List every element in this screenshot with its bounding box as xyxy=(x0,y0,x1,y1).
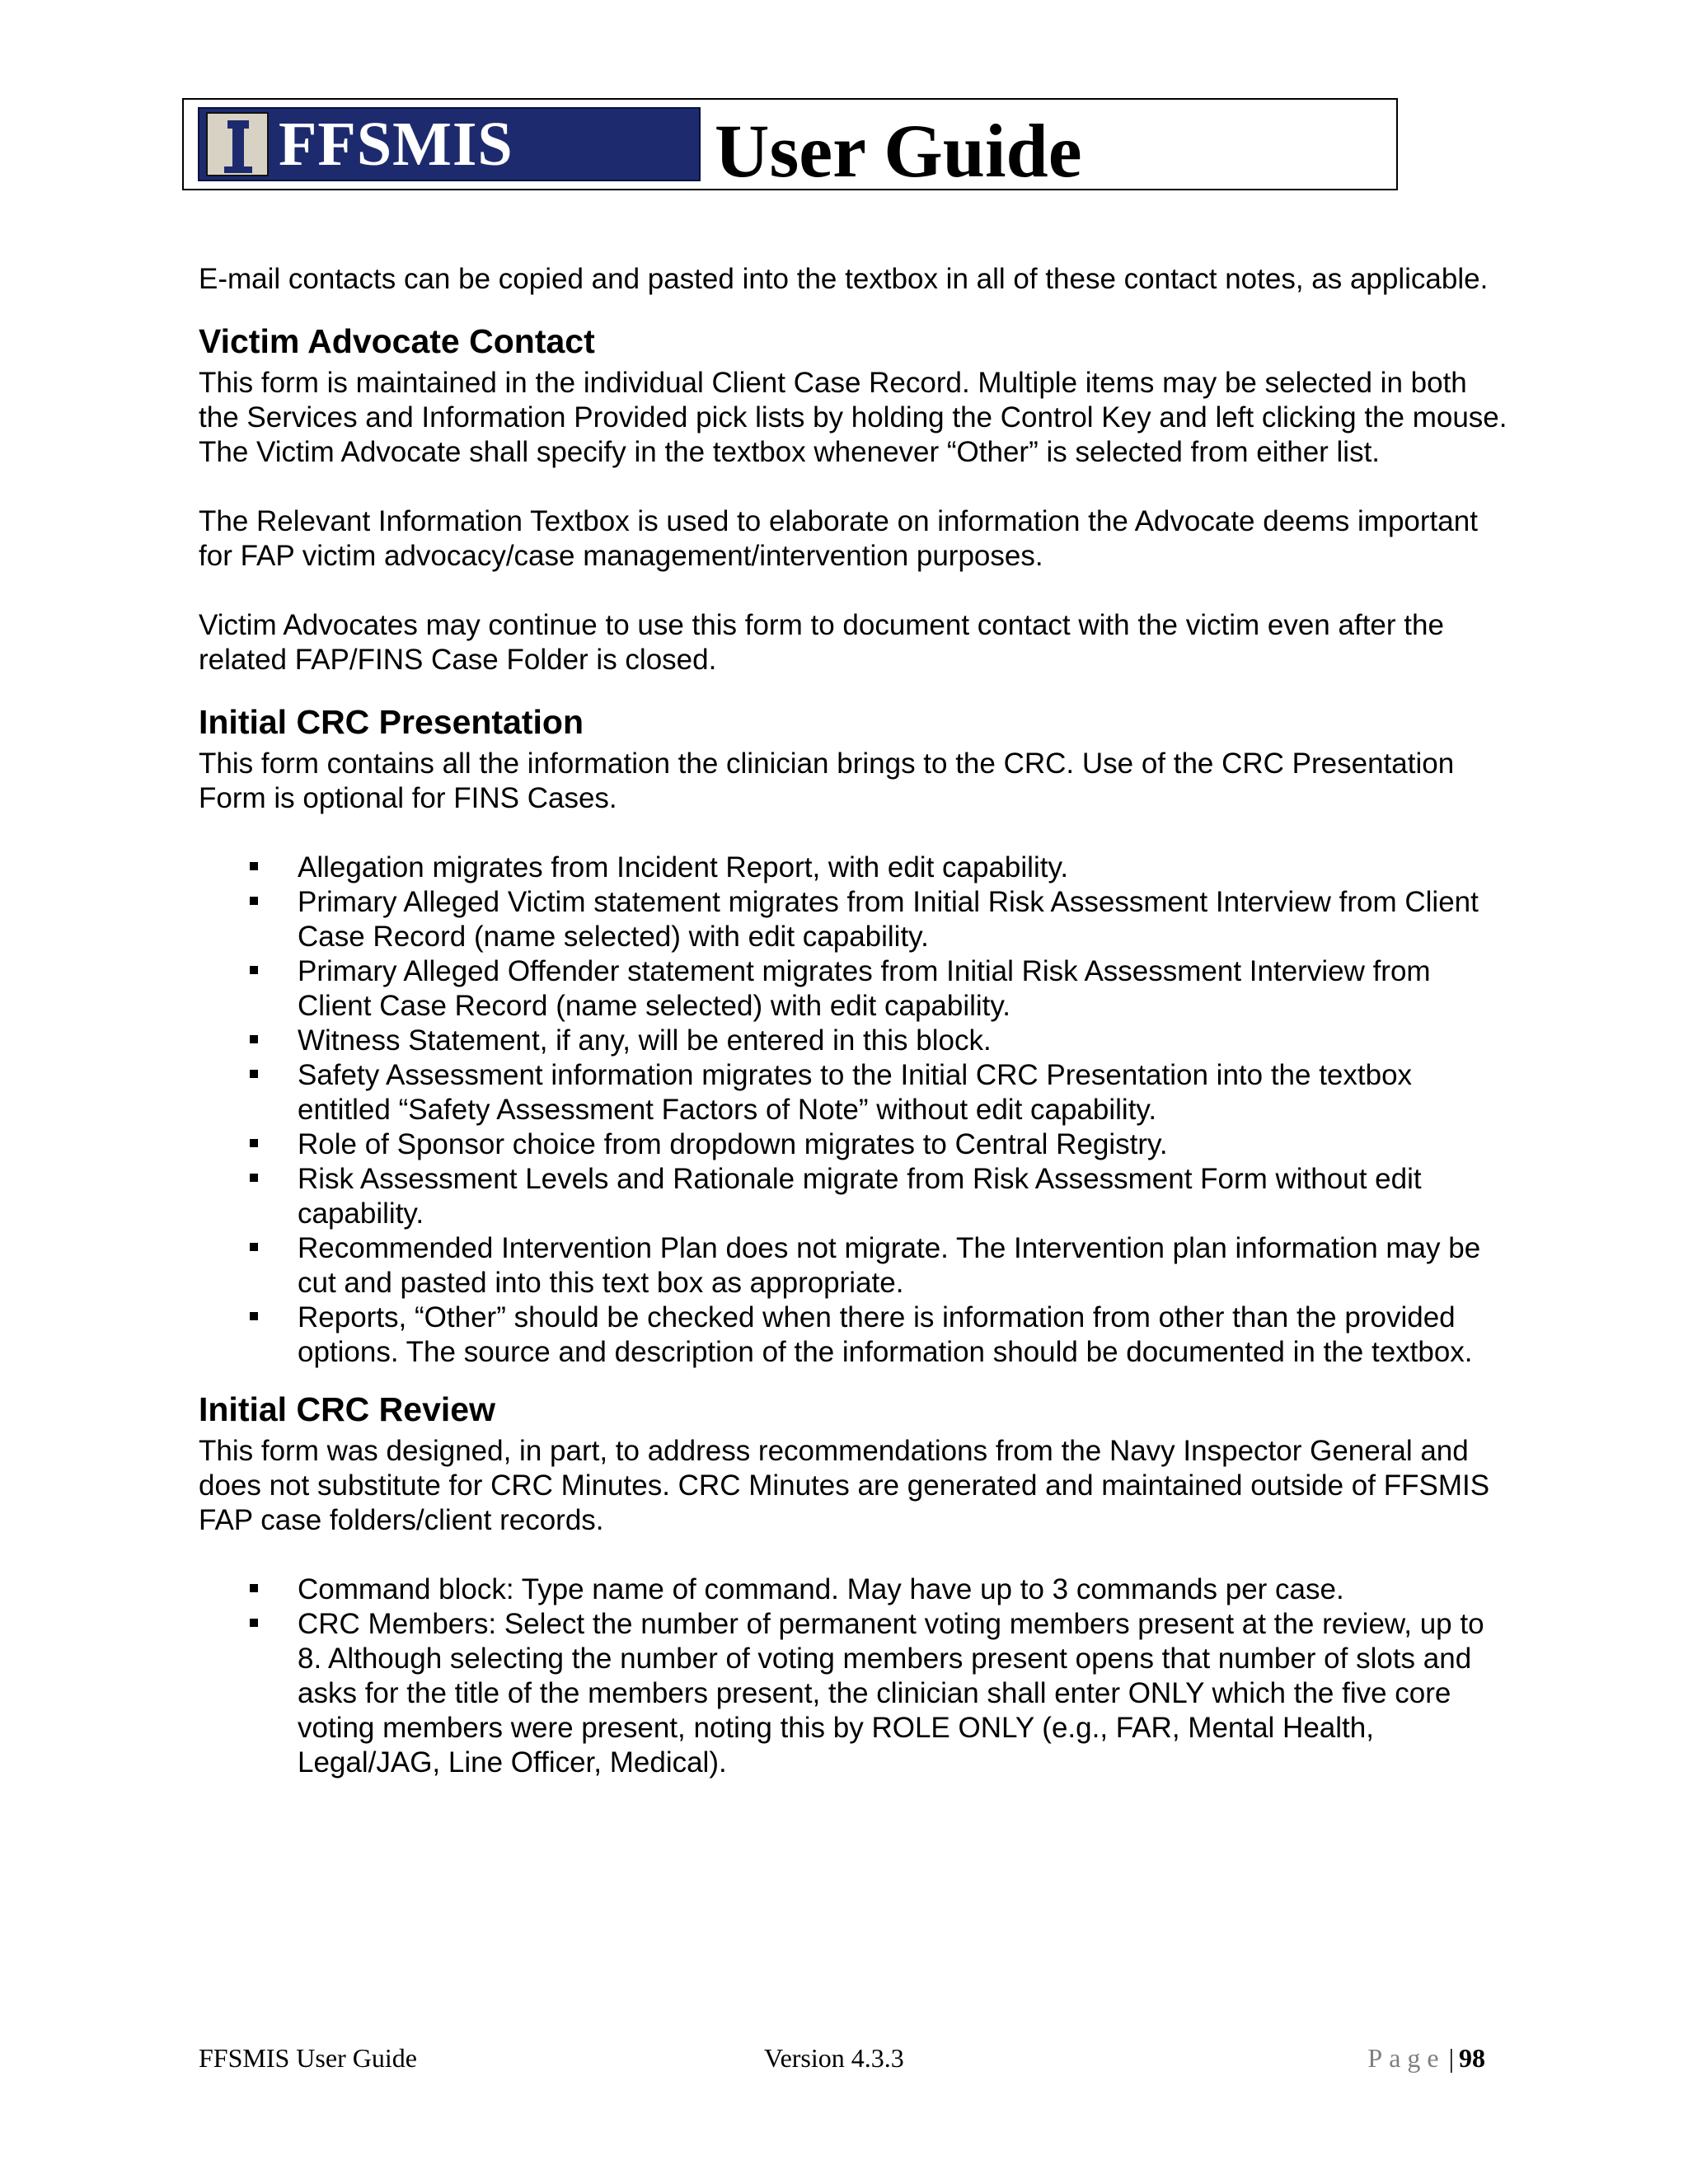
paragraph: The Relevant Information Textbox is used to elaborate on information the Advocate deems important for FAP victim advocacy/case management/intervention purposes. xyxy=(199,505,1478,572)
page-footer xyxy=(199,2041,1485,2075)
section-heading: Victim Advocate Contact xyxy=(199,322,595,360)
section-initial-crc-presentation xyxy=(199,701,1509,1370)
list-item: Primary Alleged Victim statement migrates from Initial Risk Assessment Interview from Client Case Record (name selected) with edit capability. xyxy=(199,885,1509,954)
square-bullet-icon xyxy=(250,897,258,905)
list-item: Primary Alleged Offender statement migrates from Initial Risk Assessment Interview from Client Case Record (name selected) with edit capability. xyxy=(199,954,1509,1024)
list-item: Recommended Intervention Plan does not migrate. The Intervention plan information may be cut and pasted into this text box as appropriate. xyxy=(199,1231,1509,1301)
section-victim-advocate-contact xyxy=(199,320,1509,677)
footer-page-number: 98 xyxy=(1459,2043,1485,2073)
paragraph: This form contains all the information the clinician brings to the CRC. Use of the CRC Presentation Form is optional for FINS Cases. xyxy=(199,748,1455,814)
document-body xyxy=(199,262,1509,1798)
paragraph: Victim Advocates may continue to use this form to document contact with the victim even after the related FAP/FINS Case Folder is closed. xyxy=(199,609,1444,676)
square-bullet-icon xyxy=(250,1243,258,1251)
section-heading: Initial CRC Review xyxy=(199,1390,495,1428)
list-item: Witness Statement, if any, will be entered in this block. xyxy=(199,1024,1509,1058)
logo-text: FFSMIS xyxy=(279,110,513,179)
page-header xyxy=(182,98,1398,193)
square-bullet-icon xyxy=(250,1139,258,1147)
list-item: Risk Assessment Levels and Rationale migrate from Risk Assessment Form without edit capability. xyxy=(199,1162,1509,1231)
header-title: User Guide xyxy=(715,109,1082,193)
ffsmis-logo xyxy=(198,107,701,181)
bullet-list xyxy=(199,851,1509,1370)
square-bullet-icon xyxy=(250,966,258,974)
list-item: Allegation migrates from Incident Report, with edit capability. xyxy=(199,851,1509,885)
section-initial-crc-review xyxy=(199,1388,1509,1780)
list-item: Safety Assessment information migrates to the Initial CRC Presentation into the textbox entitled “Safety Assessment Factors of Note” without edit capability. xyxy=(199,1058,1509,1127)
list-item: CRC Members: Select the number of permanent voting members present at the review, up to 8. Although selecting the number of voting members present opens that number of slots and asks for the title of the members present, the clinician shall enter ONLY which the five core voting members were present, noting this by ROLE ONLY (e.g., FAR, Mental Health, Legal/JAG, Line Officer, Medical). xyxy=(199,1607,1509,1780)
paragraph: This form was designed, in part, to address recommendations from the Navy Inspector General and does not substitute for CRC Minutes. CRC Minutes are generated and maintained outside of FFSMIS FAP case folders/client records. xyxy=(199,1435,1490,1536)
column-icon xyxy=(206,112,269,176)
square-bullet-icon xyxy=(250,1174,258,1182)
square-bullet-icon xyxy=(250,1312,258,1320)
square-bullet-icon xyxy=(250,1619,258,1627)
footer-version: Version 4.3.3 xyxy=(764,2043,904,2073)
footer-separator: | xyxy=(1448,2043,1454,2073)
footer-page-info xyxy=(1367,2041,1485,2075)
square-bullet-icon xyxy=(250,1070,258,1078)
intro-paragraph: E-mail contacts can be copied and pasted into the textbox in all of these contact notes, as applicable. xyxy=(199,263,1489,295)
square-bullet-icon xyxy=(250,1584,258,1592)
bullet-list xyxy=(199,1572,1509,1780)
paragraph: This form is maintained in the individual Client Case Record. Multiple items may be selected in both the Services and Information Provided pick lists by holding the Control Key and left clicking the mouse. The Victim Advocate shall specify in the textbox whenever “Other” is selected from either list. xyxy=(199,367,1507,468)
list-item: Command block: Type name of command. May have up to 3 commands per case. xyxy=(199,1572,1509,1607)
footer-page-label: Page xyxy=(1367,2043,1446,2073)
list-item: Role of Sponsor choice from dropdown migrates to Central Registry. xyxy=(199,1127,1509,1162)
square-bullet-icon xyxy=(250,862,258,870)
section-heading: Initial CRC Presentation xyxy=(199,703,584,741)
list-item: Reports, “Other” should be checked when there is information from other than the provided options. The source and description of the information should be documented in the textbox. xyxy=(199,1301,1509,1370)
footer-doc-title: FFSMIS User Guide xyxy=(199,2043,417,2073)
square-bullet-icon xyxy=(250,1035,258,1043)
